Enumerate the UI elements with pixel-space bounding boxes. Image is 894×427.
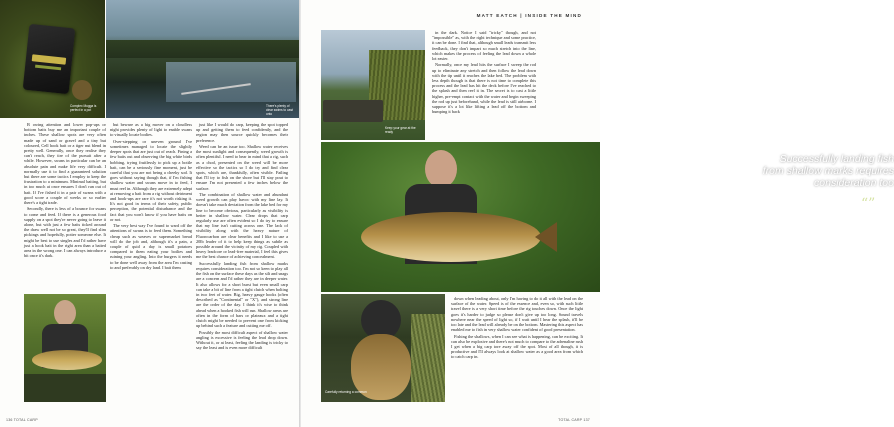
col4-para-1: in the dark. Notice I said "tricky" though, and not "impossible" as, with the right technique and some practice, it can be done. I find that, although small leads transmit less feedback, they don't impart so much stretch into the line, which makes the process of feeling the lead down a whole lot easier.: [432, 30, 536, 62]
column-1: [24, 122, 106, 292]
left-page: [0, 0, 299, 427]
col2-para-3: The very best way I've found to ward off the attentions of swans is to feed them. Something cheap such as weaves or supermarket bread will do the job and, although it's a pain, a couple of quid a day is small potatoes compared to them eating your boilies and ruining your angling. Into the burgers it needs to be done well away from the area I'm casting to and preferably on dry land. I bait them: [110, 223, 192, 270]
col3-para-3: The combination of shallow water and abundant weed growth can play havoc with my line lay. It doesn't take much deviation from the lake bed for my line to become obvious, particularly as visibility is better in shallow water. Clear drops that carp regularly use are often evident so I do try to ensure that my line isn't cutting across one. The lack of visibility along with the heavy nature of Fluorocarbon are clear benefits and I like to use a 20lb leader of it to help keep things as subtle as possible around the vicinity of my rig. Coupled with heavy leadcore or lead-free material, I feel this gives me the best chance of achieving concealment.: [196, 192, 288, 260]
quote-mark-icon: “”: [861, 196, 876, 212]
col3-para-5: Possibly the most difficult aspect of shallow water angling is excessive is feeling the lead drop down. Without it, or at least, feeling the landing is tricky to say the least and is even more difficult: [196, 329, 288, 351]
chair-caption: Keep your gear at the ready: [385, 126, 416, 134]
reeds-chair-photo: [321, 30, 425, 140]
col4-para-2: Normally, once my lead hits the surface I sweep the rod up to eliminate any stretch and then follow the lead down with the tip until it reaches the lake bed. The problem with less depth though is that there is not time to complete this process and the lead has hit the deck before I've reached to the splash and then reel it in. The secret is to cast a little higher, pre-empt contact with the water and begin sweeping the rod up just beforehand, while the lead is still airborne. I suppose it's a lot like lifting a lead off the bottom and bumping it back: [432, 62, 536, 115]
pull-quote: Successfully landing fish from shallow marks requires consideration too: [762, 153, 894, 190]
carp-fish-left: [32, 350, 102, 370]
column-2: [110, 122, 192, 417]
col1-para-1: B owing attention and lower pop-ups or bottom baits buy me an important couple of inches. These shallow spots are very often made up of sand or gravel and a tiny but coloured, Cell hook bait or a tiger nut blend in pretty well. Generally, once they realise they can't reach, they tire of the pursuit after a while. However, swans in particular can be an absolute pain and make life very difficult. I normally use it to find a guaranteed solution but there are some tactics I employ to keep the frustration to a minimum. Minimal baiting, but in too much at once ensures I don't run out of bait. If I've fished it in a pair of swans with a good score a couple of weeks or so earlier there's a tight trade.: [24, 122, 106, 206]
bedchair-graphic: [323, 100, 383, 122]
section-header: MATT EATCH | INSIDE THE MIND: [476, 13, 582, 18]
release-caption: Carefully returning a common: [325, 390, 367, 394]
lake-photo: [106, 0, 299, 118]
carp-fish-main: [361, 212, 541, 262]
right-folio: TOTAL CARP 137: [558, 418, 590, 422]
col5-para-2: Fishing the shallows, when I can see what is happening, can be exciting. It can also be explosive and there's not much to compare to the adrenaline rush I get when a big carp tore away off the spot. Most of all though, it is productive and I'll always look at shallow water as a good area from which to catch carp in.: [451, 333, 583, 360]
col2-para-2: Over-stepping or uneven ground I've sometimes managed to locate the slightly deeper spots that are just out of reach. Fining a few baits out and observing the big white birds bobbing, trying fruitlessly to pick up a bottle bait, can be a seriously fine moment, just be careful that you are not being a cheeky sod. It goes without saying though that, if I'm fishing shallow water and swans move in to feed, I must reel in. Although they are extremely adept at removing a bait from a rig without detriment and hook-ups are rare it's not worth risking it. It's not good in terms of their safety, public perception, the potential disturbance and the fact that you won't know if you have baits on or not.: [110, 138, 192, 222]
release-photo: [321, 294, 445, 402]
col3-para-4: Successfully landing fish from shallow marks requires consideration too. I'm not so keen to play all the fish on the surface these days as the silt and snags are a concern and I'd rather they are in deeper water. It also allows for a short burst but even small carp can take a bit of line from a tight clutch when bolting in two feet of water. Big, heavy gauge hooks (often described as "Continental" or "X"), and strong line are the order of the day. I think it's wise to think ahead when a hooked fish will run. Shallow areas are often in the form of bars or plateaux and a tight clutch might be needed to prevent one from kicking up behind such a feature and cutting me off.: [196, 260, 289, 329]
lake-caption: There's plenty of clear swims to cast onto: [266, 104, 293, 116]
col5-para-1: down when leading about, only I'm having to do it all with the lead on the surface of the water. Speed is of the essence and, even so, with such little travel there is a very short time before the rig touches down. Once the light goes it's harder to judge so please don't give up too long. Sound travels nowhere near the speed of light so, if I wait until I hear the splash, it'll be too late and the lead will already be on the bottom. Mastering this aspect has enabled me to fish in very shallow water confident of good presentation.: [451, 296, 583, 333]
column-3: [196, 122, 288, 417]
col3-para-2: Weed can be an issue too. Shallow water receives the most sunlight and consequently, weed growth is often plentiful. I need to bear in mind that a rig, such as a chod, presented on the weed will be more effective so the tactics so I do try and find clear spots, which are, thankfully, often visible. Failing that I'll try to fish on the shore but I'll stay pout to ensure I'm not presented a few inches below the surface.: [196, 144, 288, 191]
angler-carp-photo-left: [24, 294, 106, 402]
col3-para-1: just like I would do carp, keeping the spot topped up and getting them to feed confidently, and the region may then source quickly becomes their preference.: [196, 122, 288, 143]
bait-bag-caption: Complex Mugga is perfect in a pot: [70, 104, 97, 112]
bait-bag-photo: [0, 0, 105, 118]
column-5: [451, 296, 583, 408]
angler-carp-photo-main: [321, 142, 600, 292]
col1-para-2: Secondly, there is less of a bounce for swans to come and feed. If there is a generous food supply on a spot they're never going to leave it alone, but with just a few baits ticked around the draw well not be so great, they'll find slim pickings and hopefully, potter someone else. It might be best to use singles and I'd rather have just a hook bait in the right area than a baited area in the wrong one. I can always introduce a bit once it's dark.: [24, 206, 106, 259]
column-4: [432, 30, 536, 145]
left-folio: 136 TOTAL CARP: [6, 418, 38, 422]
col2-para-1: but beware as a big mover on a cloudless night provides plenty of light to enable swans to visually locate bodies.: [110, 122, 192, 138]
right-page: [301, 0, 894, 427]
bait-bag-graphic: [23, 24, 76, 94]
